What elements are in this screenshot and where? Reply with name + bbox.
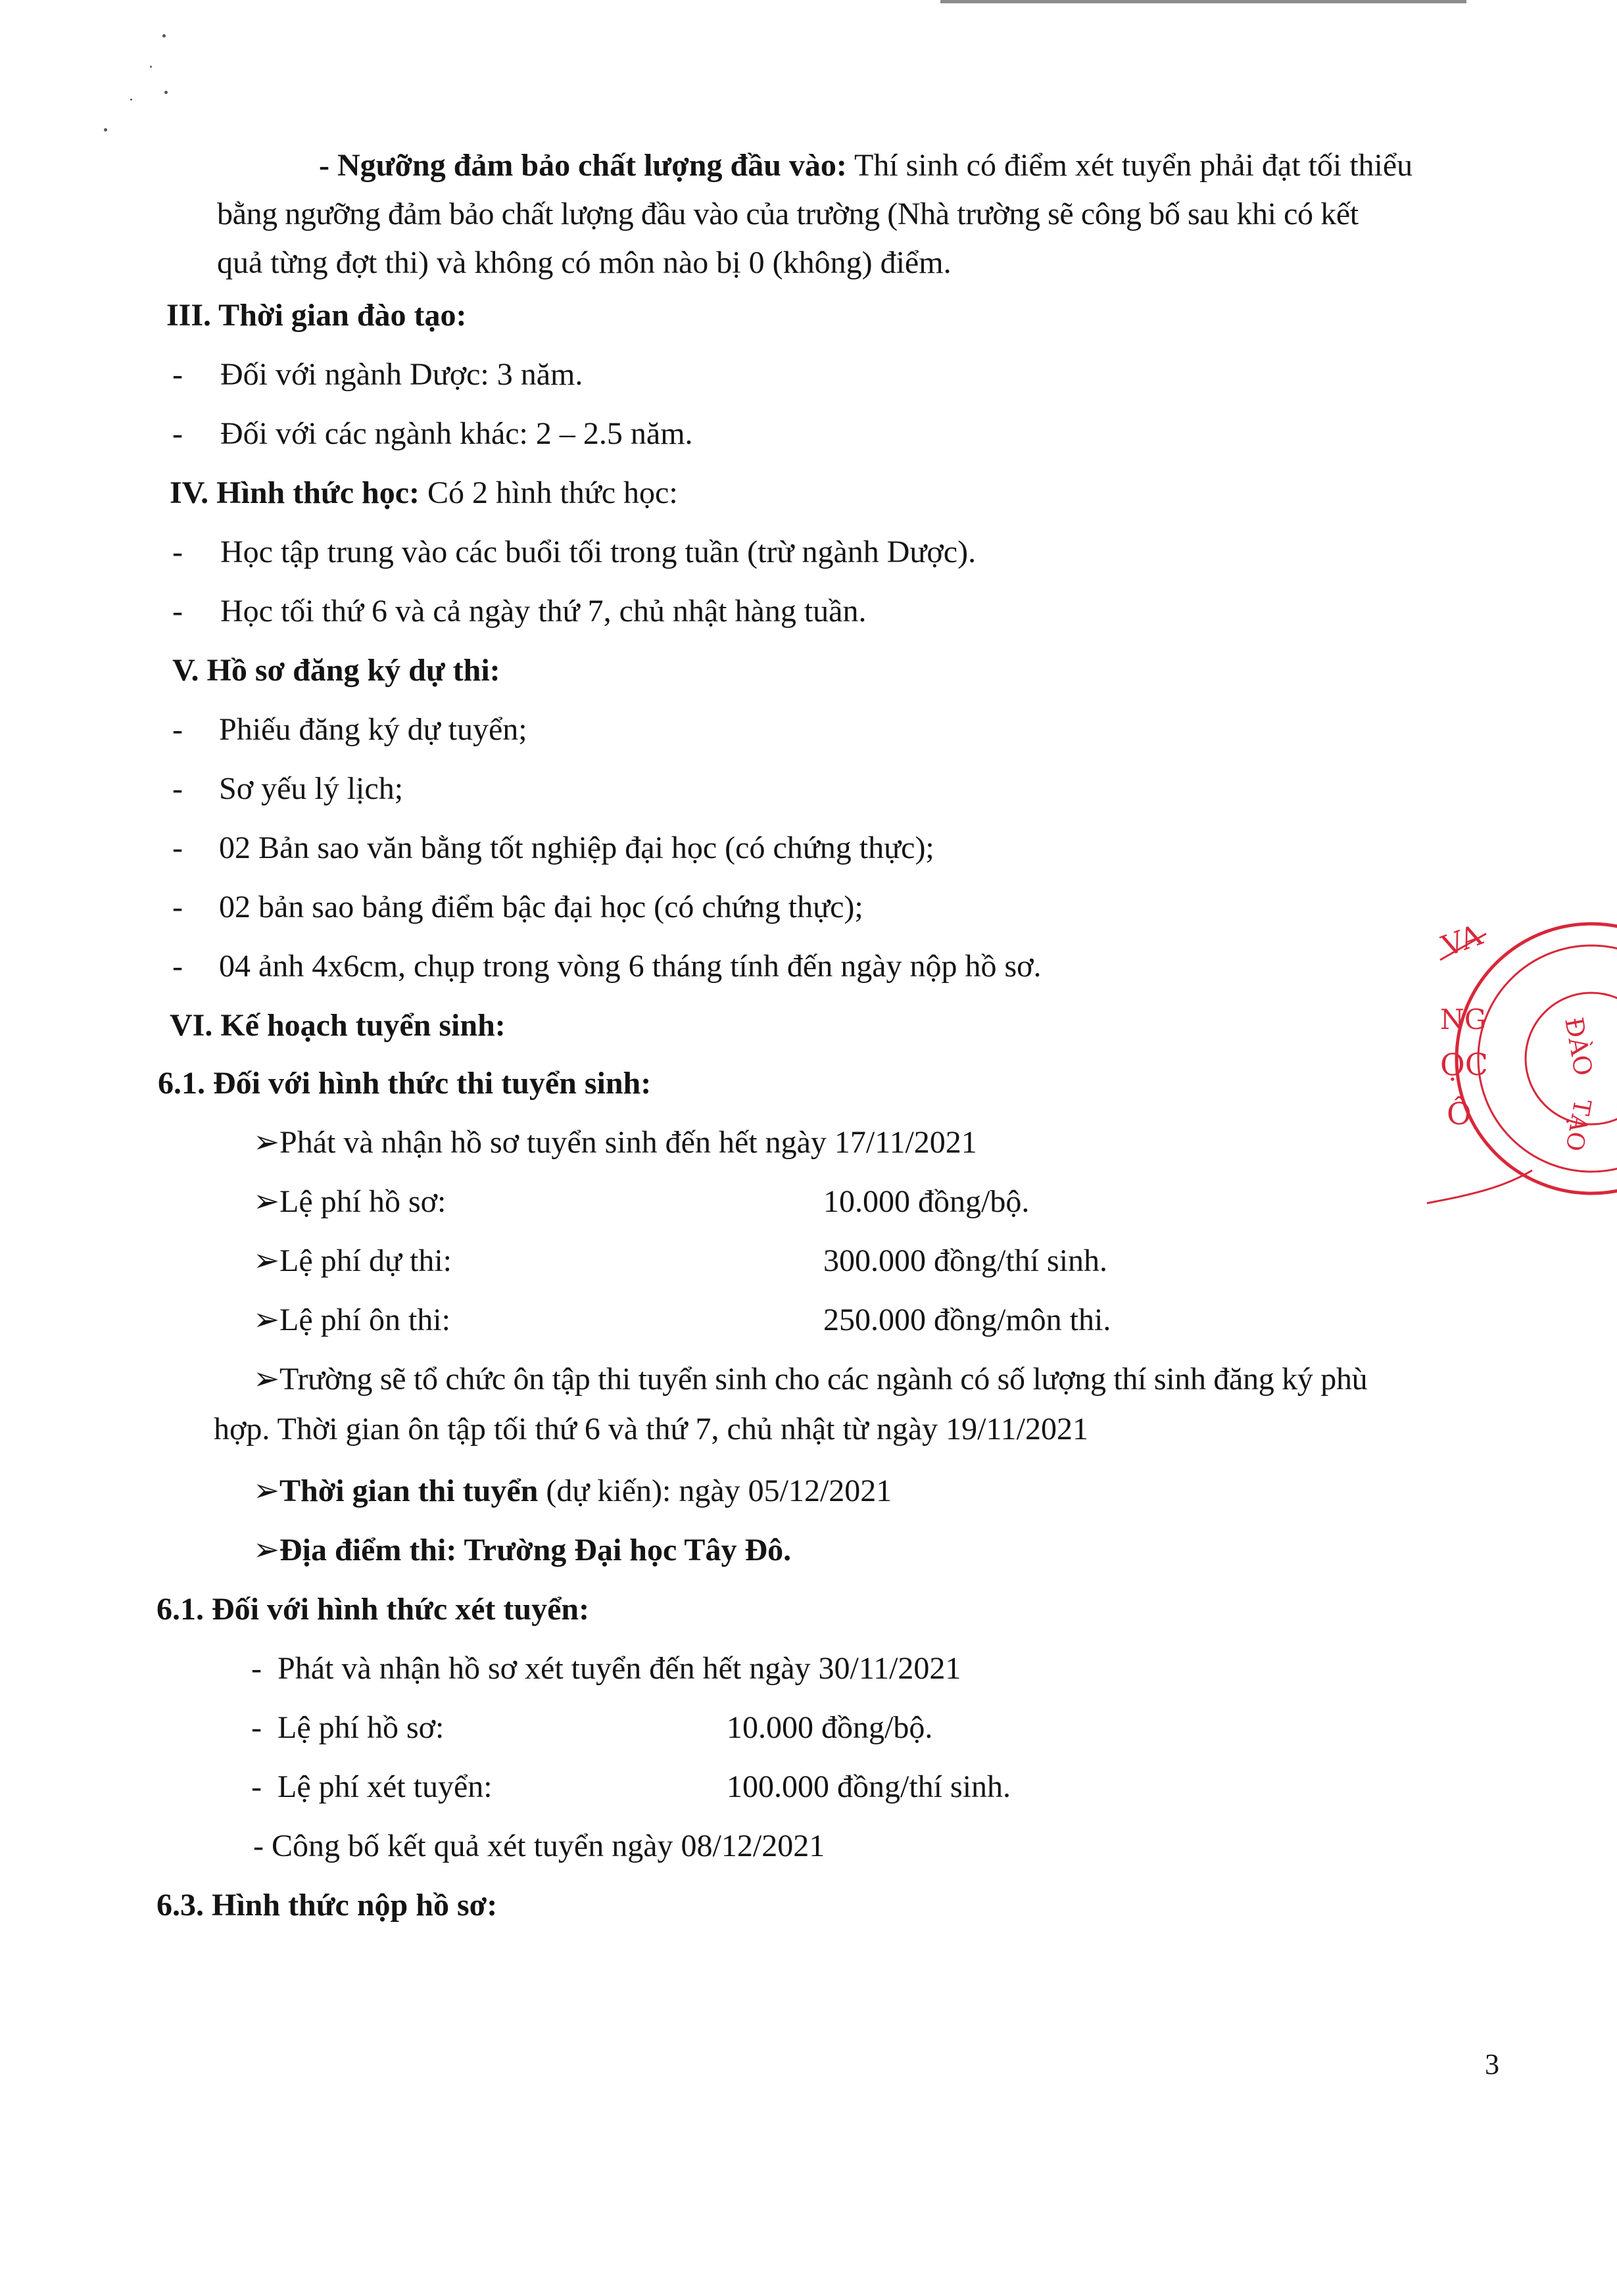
fee-label: ➢Lệ phí hồ sơ: bbox=[253, 1182, 446, 1222]
exam-time-label: Thời gian thi tuyển bbox=[279, 1473, 539, 1508]
scan-speck bbox=[162, 34, 166, 37]
section-4-title-rest: Có 2 hình thức học: bbox=[420, 475, 678, 510]
section-6-3-title: 6.3. Hình thức nộp hồ sơ: bbox=[157, 1888, 498, 1923]
section-4-title-bold: IV. Hình thức học: bbox=[170, 475, 420, 510]
section-5-title: V. Hồ sơ đăng ký dự thi: bbox=[172, 653, 500, 688]
list-dash: - bbox=[251, 1710, 262, 1745]
scan-speck bbox=[130, 99, 132, 101]
deadline-text: Phát và nhận hồ sơ tuyển sinh đến hết ngày 17/11/2021 bbox=[279, 1125, 977, 1160]
list-dash: - bbox=[172, 357, 183, 392]
seal-text: Ô bbox=[1447, 1096, 1472, 1132]
list-dash: - bbox=[251, 1651, 262, 1686]
seal-text: TẠO bbox=[1560, 1097, 1596, 1153]
seal-text: VA bbox=[1437, 918, 1487, 964]
scan-speck bbox=[150, 66, 152, 68]
section-3-item: Đối với ngành Dược: 3 năm. bbox=[220, 357, 583, 392]
fee-value: 10.000 đồng/bộ. bbox=[823, 1184, 1030, 1219]
scan-speck bbox=[104, 128, 107, 132]
fee-value: 100.000 đồng/thí sinh. bbox=[727, 1769, 1011, 1804]
list-dash: - bbox=[172, 949, 183, 984]
arrow-bullet-icon: ➢ bbox=[253, 1125, 280, 1160]
fee-label: Lệ phí xét tuyển: bbox=[278, 1769, 493, 1804]
seal-text: ỌC bbox=[1440, 1047, 1488, 1082]
deadline-line bbox=[253, 1123, 977, 1162]
fee-label: Lệ phí hồ sơ: bbox=[278, 1710, 445, 1745]
quality-line-1 bbox=[319, 146, 1412, 185]
review-line-2: hợp. Thời gian ôn tập tối thứ 6 và thứ 7, chủ nhật từ ngày 19/11/2021 bbox=[214, 1412, 1089, 1447]
fee-value: 10.000 đồng/bộ. bbox=[727, 1710, 933, 1745]
arrow-bullet-icon: ➢ bbox=[253, 1184, 280, 1219]
review-line-1: ➢Trường sẽ tổ chức ôn tập thi tuyển sinh cho các ngành có số lượng thí sinh đăng ký phù bbox=[253, 1360, 1367, 1399]
seal-text: NG bbox=[1440, 1003, 1487, 1036]
top-border-line bbox=[940, 0, 1466, 3]
quality-label: - Ngưỡng đảm bảo chất lượng đầu vào: bbox=[319, 148, 847, 183]
list-dash: - bbox=[172, 890, 183, 924]
scan-speck bbox=[164, 91, 168, 94]
section-4-item: Học tối thứ 6 và cả ngày thứ 7, chủ nhật hàng tuần. bbox=[220, 594, 867, 629]
section-3-title: III. Thời gian đào tạo: bbox=[166, 298, 467, 333]
list-dash: - bbox=[172, 771, 183, 806]
fee-value: 300.000 đồng/thí sinh. bbox=[823, 1243, 1108, 1278]
deadline-text: Phát và nhận hồ sơ xét tuyển đến hết ngày 30/11/2021 bbox=[278, 1651, 961, 1686]
section-3-item: Đối với các ngành khác: 2 – 2.5 năm. bbox=[220, 416, 693, 451]
section-5-item: Sơ yếu lý lịch; bbox=[219, 771, 404, 806]
quality-line-3: quả từng đợt thi) và không có môn nào bị 0 (không) điểm. bbox=[217, 245, 952, 280]
section-4-item: Học tập trung vào các buổi tối trong tuần (trừ ngành Dược). bbox=[220, 535, 977, 569]
section-5-item: 04 ảnh 4x6cm, chụp trong vòng 6 tháng tính đến ngày nộp hồ sơ. bbox=[219, 949, 1042, 984]
section-5-item: Phiếu đăng ký dự tuyển; bbox=[219, 712, 527, 747]
section-6-2-title: 6.1. Đối với hình thức xét tuyển: bbox=[157, 1592, 590, 1627]
list-dash: - bbox=[251, 1769, 262, 1804]
exam-time-value: (dự kiến): ngày 05/12/2021 bbox=[538, 1473, 892, 1508]
exam-place-line: ➢Địa điểm thi: Trường Đại học Tây Đô. bbox=[253, 1531, 791, 1570]
fee-label: ➢Lệ phí dự thi: bbox=[253, 1241, 452, 1281]
result-line: - Công bố kết quả xét tuyển ngày 08/12/2021 bbox=[253, 1829, 825, 1863]
arrow-bullet-icon: ➢ bbox=[253, 1473, 280, 1508]
fee-label: ➢Lệ phí ôn thi: bbox=[253, 1301, 450, 1340]
arrow-bullet-icon: ➢ bbox=[253, 1303, 280, 1337]
seal-text: ĐÀO bbox=[1559, 1015, 1598, 1078]
quality-text-1: Thí sinh có điểm xét tuyển phải đạt tối thiểu bbox=[846, 148, 1413, 183]
quality-line-2: bằng ngưỡng đảm bảo chất lượng đầu vào của trường (Nhà trường sẽ công bố sau khi có kết bbox=[217, 197, 1359, 231]
section-6-title: VI. Kế hoạch tuyển sinh: bbox=[170, 1008, 506, 1043]
list-dash: - bbox=[172, 416, 183, 451]
section-6-1-title: 6.1. Đối với hình thức thi tuyển sinh: bbox=[158, 1066, 652, 1101]
arrow-bullet-icon: ➢ bbox=[253, 1533, 280, 1567]
section-5-item: 02 bản sao bảng điểm bậc đại học (có chứng thực); bbox=[219, 890, 863, 924]
section-5-item: 02 Bản sao văn bằng tốt nghiệp đại học (có chứng thực); bbox=[219, 830, 934, 865]
arrow-bullet-icon: ➢ bbox=[253, 1243, 280, 1278]
fee-value: 250.000 đồng/môn thi. bbox=[823, 1303, 1111, 1337]
list-dash: - bbox=[172, 712, 183, 747]
official-seal-stamp bbox=[1401, 907, 1617, 1210]
list-dash: - bbox=[172, 594, 183, 629]
section-4-title bbox=[170, 473, 678, 513]
arrow-bullet-icon: ➢ bbox=[253, 1362, 279, 1397]
exam-time-line bbox=[253, 1471, 892, 1511]
list-dash: - bbox=[172, 830, 183, 865]
list-dash: - bbox=[172, 535, 183, 569]
page-number: 3 bbox=[1485, 2048, 1499, 2080]
